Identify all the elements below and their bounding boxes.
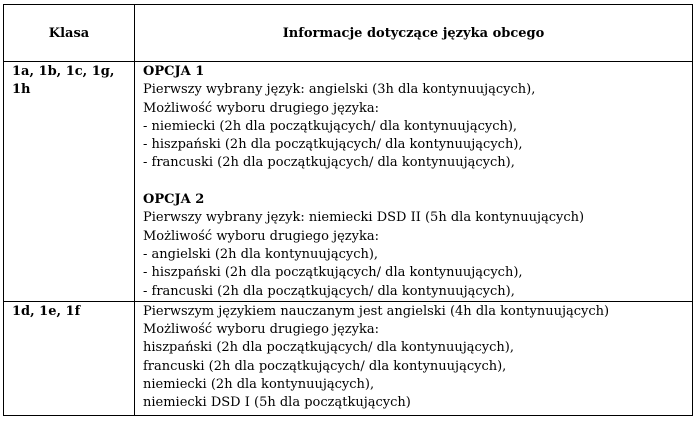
info-line: - hiszpański (2h dla początkujących/ dla kontynuujących),: [143, 137, 523, 153]
table-row: [4, 62, 693, 302]
info-line: Pierwszy wybrany język: angielski (3h dla kontynuujących),: [143, 82, 536, 98]
info-line: - francuski (2h dla początkujących/ dla kontynuujących),: [143, 283, 515, 299]
info-line: Możliwość wyboru drugiego języka:: [143, 228, 379, 244]
info-line: - niemiecki (2h dla początkujących/ dla kontynuujących),: [143, 118, 518, 134]
info-line: - angielski (2h dla kontynuujących),: [143, 246, 379, 262]
info-line: niemiecki (2h dla kontynuujących),: [143, 377, 375, 393]
option-title: OPCJA 1: [143, 64, 205, 79]
class-cell: 1a, 1b, 1c, 1g, 1h: [4, 62, 135, 302]
info-line: francuski (2h dla początkujących/ dla kontynuujących),: [143, 358, 507, 374]
option-spacer: [143, 173, 688, 191]
info-line: hiszpański (2h dla początkujących/ dla kontynuujących),: [143, 340, 515, 356]
info-line: Możliwość wyboru drugiego języka:: [143, 322, 379, 338]
table-row: [4, 301, 693, 415]
language-info-table: [3, 4, 693, 416]
language-info-cell: [135, 301, 693, 415]
info-line: - hiszpański (2h dla początkujących/ dla kontynuujących),: [143, 265, 523, 281]
info-line: niemiecki DSD I (5h dla początkujących): [143, 395, 411, 411]
option-title: OPCJA 2: [143, 192, 205, 208]
header-klasa: Klasa: [4, 5, 135, 62]
header-language-info: Informacje dotyczące języka obcego: [135, 5, 693, 62]
header-row: [4, 5, 693, 62]
class-cell: 1d, 1e, 1f: [4, 301, 135, 415]
info-line: - francuski (2h dla początkujących/ dla kontynuujących),: [143, 155, 515, 171]
language-info-cell: [135, 62, 693, 302]
info-line: Możliwość wyboru drugiego języka:: [143, 100, 379, 116]
info-line: Pierwszym językiem nauczanym jest angielski (4h dla kontynuujących): [143, 303, 610, 319]
info-line: Pierwszy wybrany język: niemiecki DSD II (5h dla kontynuujących): [143, 210, 585, 226]
